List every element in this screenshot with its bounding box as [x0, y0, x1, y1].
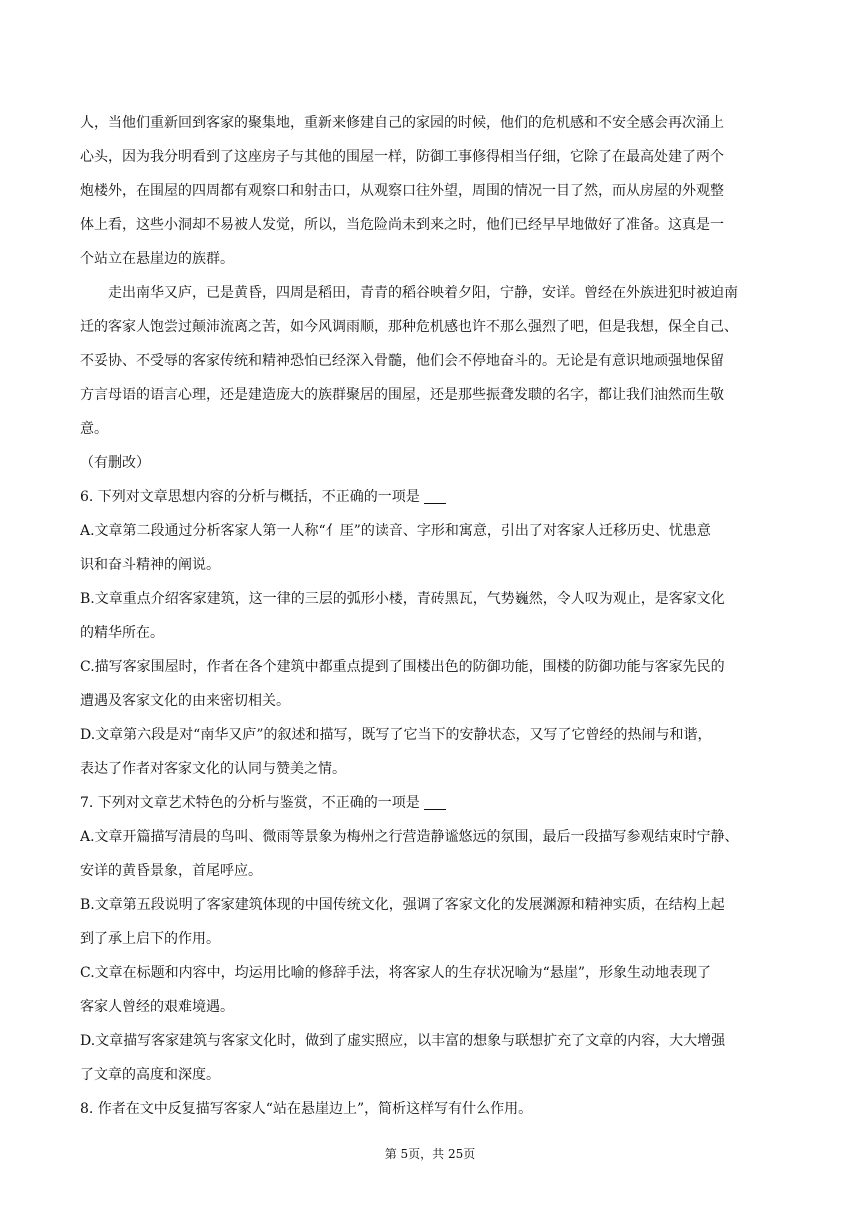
option-line: B.文章第五段说明了客家建筑体现的中国传统文化，强调了客家文化的发展渊源和精神实质，在结构上起 — [80, 897, 725, 913]
question-6 — [80, 480, 782, 514]
option-line: 客家人曾经的艰难境遇。 — [80, 999, 234, 1015]
question-8: 8. 作者在文中反复描写客家人“站在悬崖边上”，简析这样写有什么作用。 — [80, 1101, 533, 1117]
answer-blank — [424, 489, 446, 504]
text-line: 方言母语的语言心理，还是建造庞大的族群聚居的围屋，还是那些振聋发聩的名字，都让我们油然而生敬 — [80, 387, 724, 403]
page-footer: 第 5页，共 25页 — [384, 1147, 476, 1161]
option-line: B.文章重点介绍客家建筑，这一律的三层的弧形小楼，青砖黑瓦，气势巍然，令人叹为观止，是客家文化 — [80, 591, 725, 607]
text-line: 炮楼外，在围屋的四周都有观察口和射击口，从观察口往外望，周围的情况一目了然，而从房屋的外观整 — [80, 183, 724, 199]
option-line: A.文章第二段通过分析客家人第一人称“亻厓”的读音、字形和寓意，引出了对客家人迁移历史、忧患意 — [80, 523, 711, 539]
text-line: 迁的客家人饱尝过颠沛流离之苦，如今风调雨顺，那种危机感也许不那么强烈了吧，但是我想，保全自己、 — [80, 319, 738, 335]
question-6-text: 6. 下列对文章思想内容的分析与概括，不正确的一项是 — [80, 489, 420, 505]
source-note: （有删改） — [80, 455, 150, 471]
answer-blank — [424, 795, 446, 810]
text-line: 走出南华又庐，已是黄昏，四周是稻田，青青的稻谷映着夕阳，宁静，安详。曾经在外族进犯时被迫南 — [108, 285, 738, 301]
option-line: D.文章第六段是对“南华又庐”的叙述和描写，既写了它当下的安静状态，又写了它曾经的热闹与和谐， — [80, 727, 712, 743]
option-line: 的精华所在。 — [80, 625, 164, 641]
text-line: 不妥协、不受辱的客家传统和精神恐怕已经深入骨髓，他们会不停地奋斗的。无论是有意识地顽强地保留 — [80, 353, 724, 369]
question-7-text: 7. 下列对文章艺术特色的分析与鉴赏，不正确的一项是 — [80, 795, 420, 811]
option-line: C.文章在标题和内容中，均运用比喻的修辞手法，将客家人的生存状况喻为“悬崖”，形象生动地表现了 — [80, 965, 711, 981]
option-line: C.描写客家围屋时，作者在各个建筑中都重点提到了围楼出色的防御功能，围楼的防御功能与客家先民的 — [80, 659, 725, 675]
option-line: 安详的黄昏景象，首尾呼应。 — [80, 863, 262, 879]
option-line: 到了承上启下的作用。 — [80, 931, 220, 947]
text-line: 人，当他们重新回到客家的聚集地，重新来修建自己的家园的时候，他们的危机感和不安全感会再次涌上 — [80, 115, 724, 131]
option-line: 表达了作者对客家文化的认同与赞美之情。 — [80, 761, 346, 777]
option-line: 遭遇及客家文化的由来密切相关。 — [80, 693, 290, 709]
option-line: 识和奋斗精神的阐说。 — [80, 557, 220, 573]
text-line: 体上看，这些小洞却不易被人发觉，所以，当危险尚未到来之时，他们已经早早地做好了准备。这真是一 — [80, 217, 724, 233]
option-line: 了文章的高度和深度。 — [80, 1067, 220, 1083]
document-body — [80, 106, 782, 1126]
text-line: 心头，因为我分明看到了这座房子与其他的围屋一样，防御工事修得相当仔细，它除了在最高处建了两个 — [80, 149, 724, 165]
option-line: A.文章开篇描写清晨的鸟叫、微雨等景象为梅州之行营造静谧悠远的氛围，最后一段描写参观结束时宁静、 — [80, 829, 739, 845]
question-7 — [80, 786, 782, 820]
text-line: 意。 — [80, 421, 108, 437]
text-line: 个站立在悬崖边的族群。 — [80, 251, 234, 267]
option-line: D.文章描写客家建筑与客家文化时，做到了虚实照应，以丰富的想象与联想扩充了文章的内容，大大增强 — [80, 1033, 726, 1049]
